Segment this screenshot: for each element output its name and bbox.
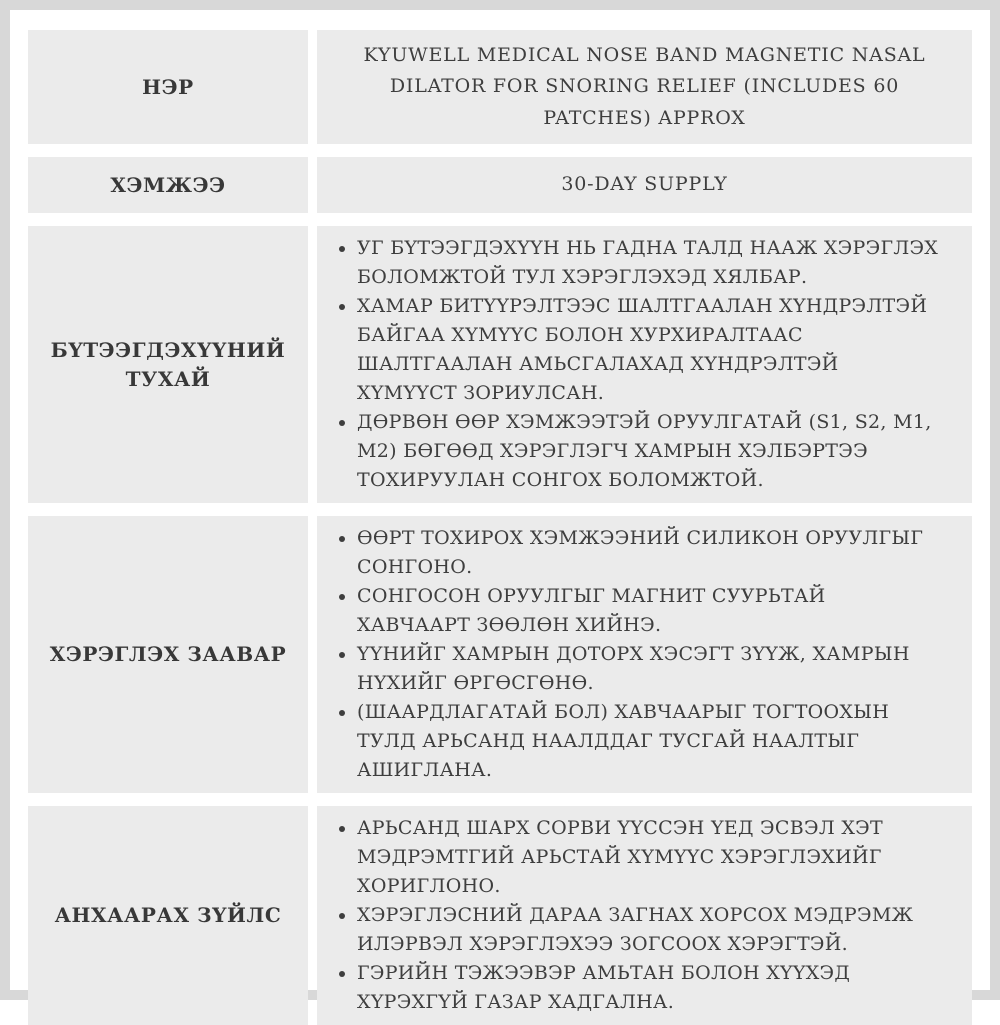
usage-instructions-bullet-list: [333, 524, 944, 785]
bullet-item: • ӨӨРТ ТОХИРОХ ХЭМЖЭЭНИЙ СИЛИКОН ОРУУЛГЫГ СОНГОНО.: [357, 524, 944, 582]
row-header-usage-instructions: [28, 516, 308, 793]
row-header-name-label: НЭР: [142, 74, 194, 99]
row-header-about-product: [28, 226, 308, 503]
product-info-table: [28, 30, 972, 1025]
row-header-precautions-label: АНХААРАХ ЗҮЙЛС: [54, 903, 282, 928]
bullet-item: • ДӨРВӨН ӨӨР ХЭМЖЭЭТЭЙ ОРУУЛГАТАЙ (S1, S2, M1, M2) БӨГӨӨД ХЭРЭГЛЭГЧ ХАМРЫН ХЭЛБЭРТЭЭ ТОХИРУУЛАН СОНГОХ БОЛОМЖТОЙ.: [357, 408, 944, 495]
row-content-usage-instructions: [317, 516, 972, 793]
bullet-item: • ГЭРИЙН ТЭЖЭЭВЭР АМЬТАН БОЛОН ХҮҮХЭД ХҮРЭХГҮЙ ГАЗАР ХАДГАЛНА.: [357, 959, 944, 1017]
row-header-name: [28, 30, 308, 144]
bullet-item: • ХАМАР БИТҮҮРЭЛТЭЭС ШАЛТГААЛАН ХҮНДРЭЛТЭЙ БАЙГАА ХҮМҮҮС БОЛОН ХУРХИРАЛТААС ШАЛТГААЛАН АМЬСГАЛАХАД ХҮНДРЭЛТЭЙ ХҮМҮҮСТ ЗОРИУЛСАН.: [357, 292, 944, 408]
bullet-item: • СОНГОСОН ОРУУЛГЫГ МАГНИТ СУУРЬТАЙ ХАВЧААРТ ЗӨӨЛӨН ХИЙНЭ.: [357, 582, 944, 640]
row-header-usage-instructions-label: ХЭРЭГЛЭХ ЗААВАР: [49, 642, 287, 667]
row-header-precautions: [28, 806, 308, 1025]
row-content-precautions: [317, 806, 972, 1025]
bullet-item: • (ШААРДЛАГАТАЙ БОЛ) ХАВЧААРЫГ ТОГТООХЫН ТУЛД АРЬСАНД НААЛДДАГ ТУСГАЙ НААЛТЫГ АШИГЛАНА.: [357, 698, 944, 785]
row-header-about-product-label: БҮТЭЭГДЭХҮҮНИЙ ТУХАЙ: [50, 337, 286, 391]
bullet-item: • ХЭРЭГЛЭСНИЙ ДАРАА ЗАГНАХ ХОРСОХ МЭДРЭМЖ ИЛЭРВЭЛ ХЭРЭГЛЭХЭЭ ЗОГСООХ ХЭРЭГТЭЙ.: [357, 901, 944, 959]
product-name-text: KYUWELL MEDICAL NOSE BAND MAGNETIC NASAL DILATOR FOR SNORING RELIEF (INCLUDES 60 PATCHES) APPROX: [363, 44, 926, 129]
row-content-size: [317, 157, 972, 213]
row-content-name: [317, 30, 972, 144]
row-header-size: [28, 157, 308, 213]
about-product-bullet-list: [333, 234, 944, 495]
precautions-bullet-list: [333, 814, 944, 1017]
bullet-item: • УГ БҮТЭЭГДЭХҮҮН НЬ ГАДНА ТАЛД НААЖ ХЭРЭГЛЭХ БОЛОМЖТОЙ ТУЛ ХЭРЭГЛЭХЭД ХЯЛБАР.: [357, 234, 944, 292]
row-header-size-label: ХЭМЖЭЭ: [110, 172, 226, 197]
bullet-item: • ҮҮНИЙГ ХАМРЫН ДОТОРХ ХЭСЭГТ ЗҮҮЖ, ХАМРЫН НҮХИЙГ ӨРГӨСГӨНӨ.: [357, 640, 944, 698]
product-size-text: 30-DAY SUPPLY: [561, 173, 728, 196]
row-content-about-product: [317, 226, 972, 503]
bullet-item: • АРЬСАНД ШАРХ СОРВИ ҮҮССЭН ҮЕД ЭСВЭЛ ХЭТ МЭДРЭМТГИЙ АРЬСТАЙ ХҮМҮҮС ХЭРЭГЛЭХИЙГ ХОРИГЛОНО.: [357, 814, 944, 901]
